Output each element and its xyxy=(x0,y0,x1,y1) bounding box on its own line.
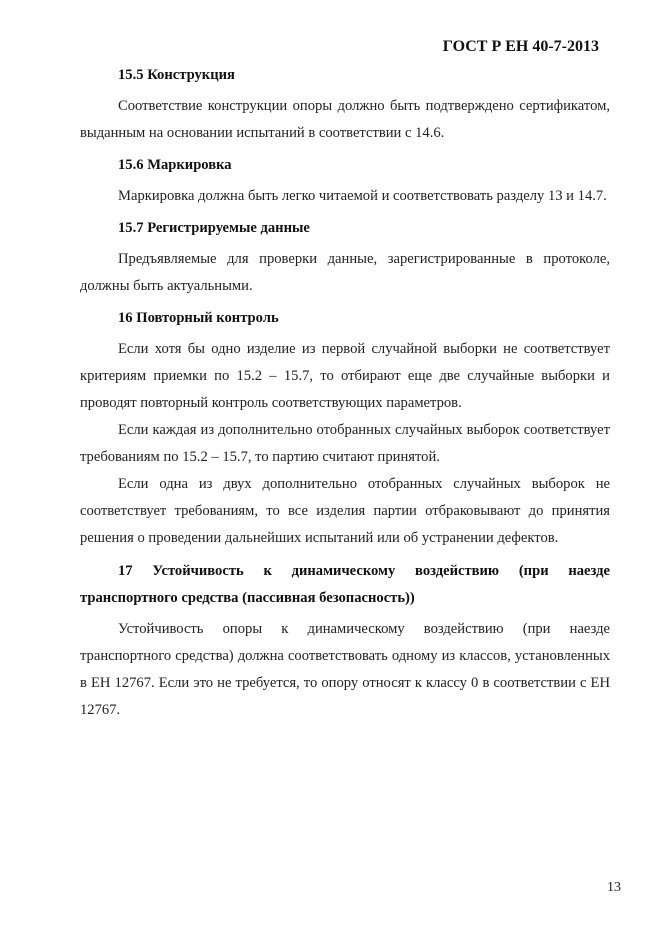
document-code: ГОСТ Р ЕН 40-7-2013 xyxy=(442,38,599,55)
section-15-6-paragraph: Маркировка должна быть легко читаемой и соответствовать разделу 13 и 14.7. xyxy=(118,188,607,204)
document-body xyxy=(80,62,610,724)
page-number: 13 xyxy=(607,880,621,895)
section-17-paragraph: Устойчивость опоры к динамическому воздействию (при наезде транспортного средства) должна соответствовать одному из классов, установленных в ЕН 12767. Если это не требуется, то опору относят к классу 0 в соответствии с ЕН 12767. xyxy=(80,621,610,718)
section-16-paragraph-2: Если каждая из дополнительно отобранных случайных выборок соответствует требованиям по 15.2 – 15.7, то партию считают принятой. xyxy=(80,422,610,465)
section-15-5-paragraph: Соответствие конструкции опоры должно быть подтверждено сертификатом, выданным на основании испытаний в соответствии с 14.6. xyxy=(80,98,610,141)
section-17-heading: 17 Устойчивость к динамическому воздействию (при наезде транспортного средства (пассивная безопасность)) xyxy=(80,563,610,606)
section-16-paragraph-1: Если хотя бы одно изделие из первой случайной выборки не соответствует критериям приемки по 15.2 – 15.7, то отбирают еще две случайные выборки и проводят повторный контроль соответствующих параметров. xyxy=(80,341,610,411)
section-16-heading: 16 Повторный контроль xyxy=(118,310,279,326)
section-16-paragraph-3: Если одна из двух дополнительно отобранных случайных выборок не соответствует требованиям, то все изделия партии отбраковывают до принятия решения о проведении дальнейших испытаний или об устранении дефектов. xyxy=(80,476,610,546)
section-15-5-heading: 15.5 Конструкция xyxy=(118,67,235,83)
section-15-6-heading: 15.6 Маркировка xyxy=(118,157,232,173)
section-15-7-paragraph: Предъявляемые для проверки данные, зарегистрированные в протоколе, должны быть актуальными. xyxy=(80,251,610,294)
section-15-7-heading: 15.7 Регистрируемые данные xyxy=(118,220,310,236)
